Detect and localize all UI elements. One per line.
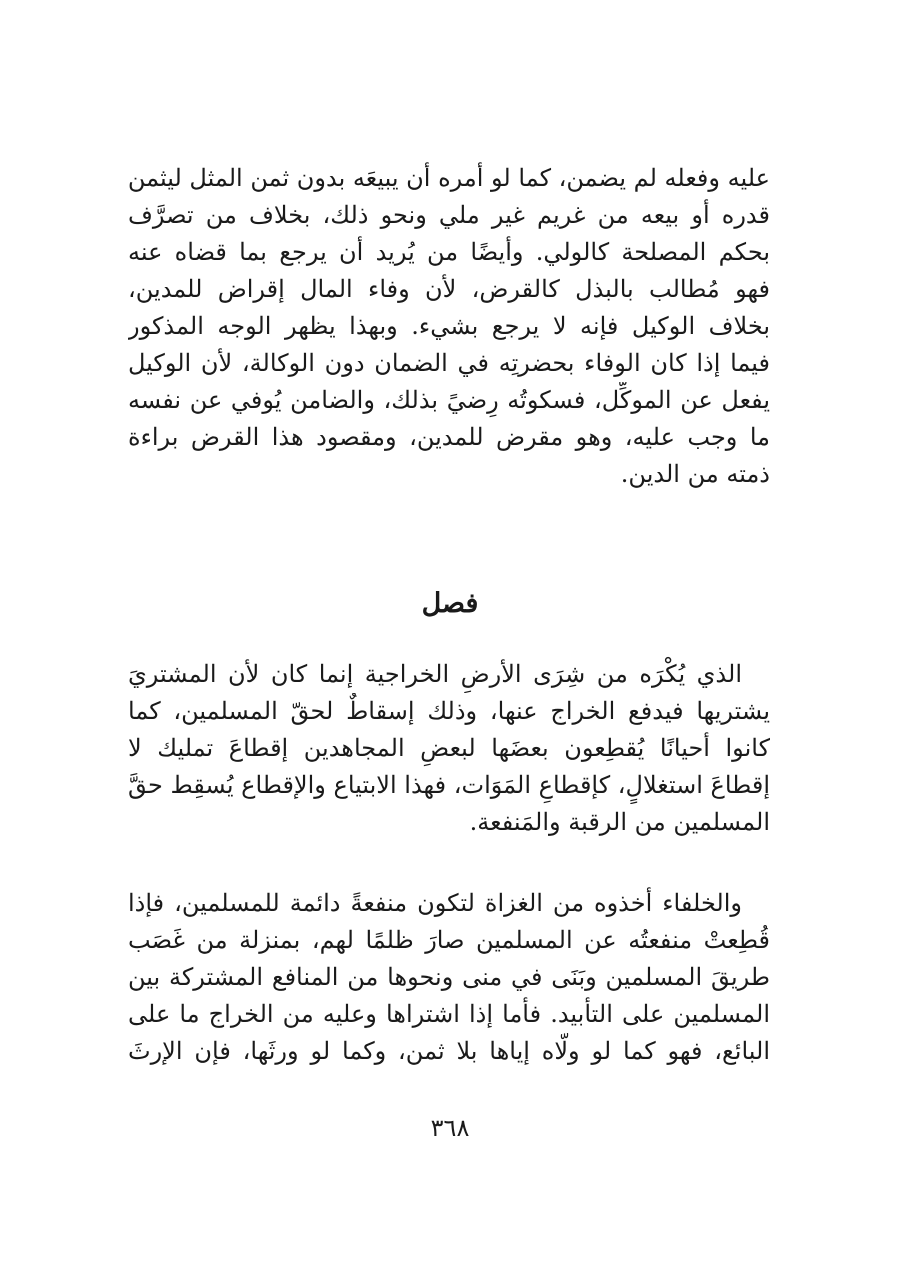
text-line: ما وجب عليه، وهو مقرض للمدين، ومقصود هذا القرض براءة [128, 423, 770, 451]
text-line: والخلفاء أخذوه من الغزاة لتكون منفعةً دائمة للمسلمين، فإذا [128, 889, 742, 917]
section-heading: فصل [421, 588, 479, 619]
text-line: المسلمين على التأبيد. فأما إذا اشتراها وعليه من الخراج ما على [128, 1000, 770, 1028]
text-line: فيما إذا كان الوفاء بحضرتِه في الضمان دون الوكالة، لأن الوكيل [128, 349, 770, 377]
text-line: الذي يُكْرَه من شِرَى الأرضِ الخراجية إنما كان لأن المشتريَ [128, 660, 742, 688]
text-line: المسلمين من الرقبة والمَنفعة. [469, 808, 770, 836]
paragraph-1 [128, 160, 770, 493]
text-line: قُطِعتْ منفعتُه عن المسلمين صارَ ظلمًا لهم، بمنزلة من غَصَب [128, 926, 770, 954]
text-line: ذمته من الدين. [620, 460, 770, 488]
text-line: يفعل عن الموكِّل، فسكوتُه رِضيً بذلك، والضامن يُوفي عن نفسه [128, 386, 770, 414]
text-line: يشتريها فيدفع الخراج عنها، وذلك إسقاطٌ لحقّ المسلمين، كما [128, 697, 770, 725]
paragraph-2 [128, 656, 770, 841]
text-line: بخلاف الوكيل فإنه لا يرجع بشيء. وبهذا يظهر الوجه المذكور [128, 312, 770, 340]
text-line: كانوا أحيانًا يُقطِعون بعضَها لبعضِ المجاهدين إقطاعَ تمليك لا [128, 734, 770, 762]
paragraph-3 [128, 885, 770, 1070]
page-number: ٣٦٨ [430, 1114, 470, 1142]
text-line: طريقَ المسلمين وبَنَى في منى ونحوها من المنافع المشتركة بين [128, 963, 770, 991]
text-line: إقطاعَ استغلالٍ، كإقطاعِ المَوَات، فهذا الابتياع والإقطاع يُسقِط حقَّ [128, 771, 770, 799]
text-line: قدره أو بيعه من غريم غير ملي ونحو ذلك، بخلاف من تصرَّف [128, 201, 770, 229]
text-line: البائع، فهو كما لو ولّاه إياها بلا ثمن، وكما لو ورثَها، فإن الإرثَ [128, 1037, 770, 1065]
text-line: فهو مُطالب بالبذل كالقرض، لأن وفاء المال إقراض للمدين، [128, 275, 770, 303]
text-line: عليه وفعله لم يضمن، كما لو أمره أن يبيعَه بدون ثمن المثل ليثمن [128, 164, 770, 192]
text-line: بحكم المصلحة كالولي. وأيضًا من يُريد أن يرجع بما قضاه عنه [128, 238, 770, 266]
